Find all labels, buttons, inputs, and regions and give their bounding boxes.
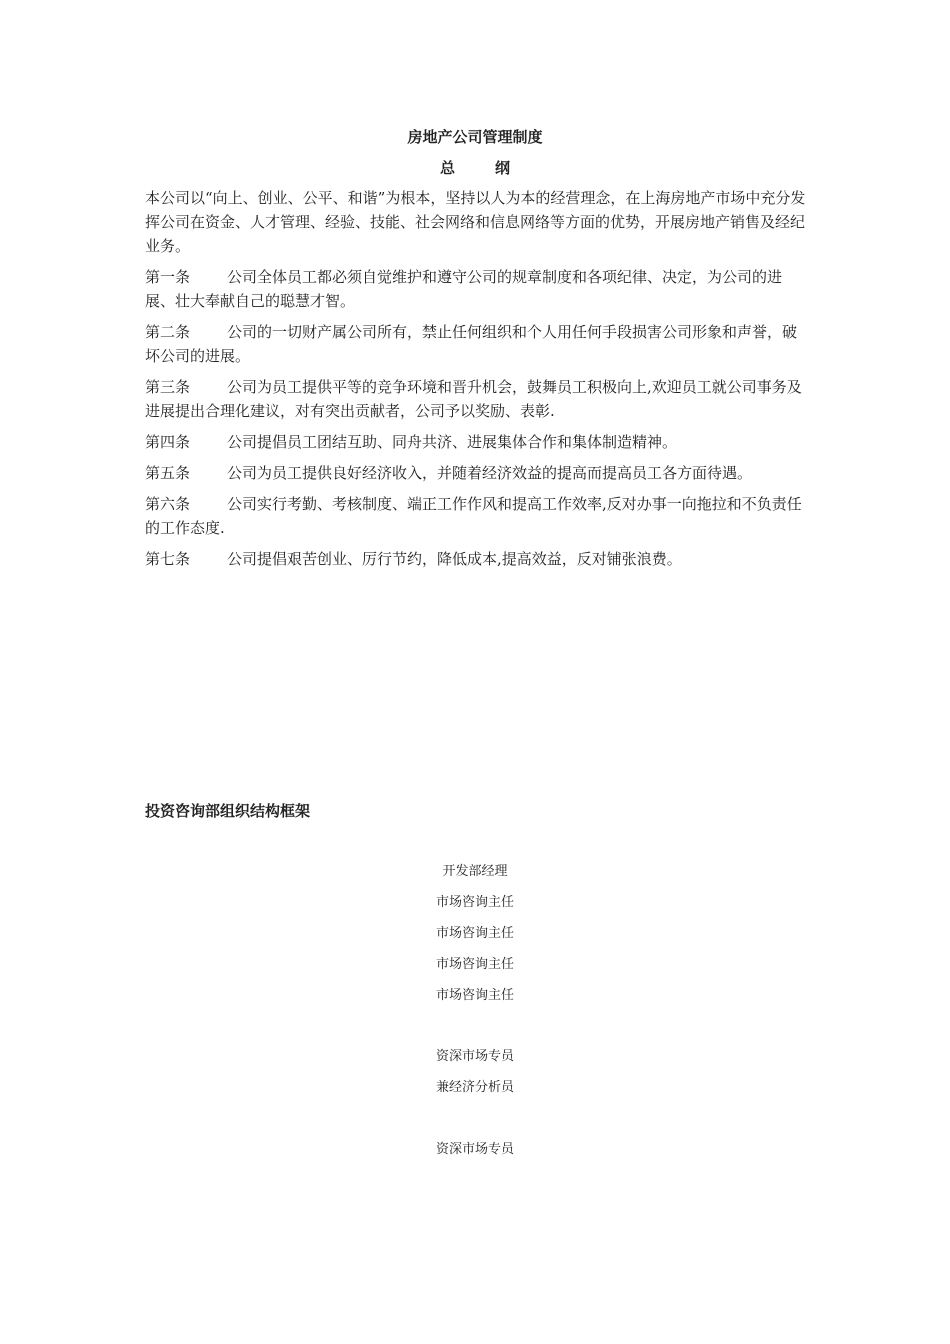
org-node-specialist-note: 兼经济分析员 xyxy=(435,1080,514,1095)
article-2 xyxy=(145,320,811,368)
subtitle-left: 总 xyxy=(439,159,455,177)
article-text: 公司全体员工都必须自觉维护和遵守公司的规章制度和各项纪律、决定，为公司的进展、壮大奉献自己的聪慧才智。 xyxy=(145,268,783,310)
org-node-supervisor: 市场咨询主任 xyxy=(435,988,514,1003)
article-text: 公司提倡艰苦创业、厉行节约，降低成本,提高效益，反对铺张浪费。 xyxy=(227,550,682,568)
article-5 xyxy=(145,461,811,485)
article-1 xyxy=(145,265,811,313)
general-principles-body xyxy=(145,186,811,578)
article-text: 公司提倡员工团结互助、同舟共济、进展集体合作和集体制造精神。 xyxy=(227,433,678,451)
article-text: 公司的一切财产属公司所有，禁止任何组织和个人用任何手段损害公司形象和声誉，破坏公司的进展。 xyxy=(145,323,798,365)
article-number: 第二条 xyxy=(145,323,191,341)
article-text: 公司为员工提供平等的竞争环境和晋升机会，鼓舞员工积极向上,欢迎员工就公司事务及进展提出合理化建议，对有突出贡献者，公司予以奖励、表彰. xyxy=(145,378,802,420)
org-node-senior-specialist: 资深市场专员 xyxy=(435,1049,514,1064)
article-number: 第一条 xyxy=(145,268,191,286)
article-4 xyxy=(145,430,811,454)
article-number: 第三条 xyxy=(145,378,191,396)
subtitle-right: 纲 xyxy=(495,159,511,177)
article-text: 公司实行考勤、考核制度、端正工作作风和提高工作效率,反对办事一向拖拉和不负责任的工作态度. xyxy=(145,495,802,537)
article-number: 第六条 xyxy=(145,495,191,513)
org-node-supervisor: 市场咨询主任 xyxy=(435,957,514,972)
article-number: 第四条 xyxy=(145,433,191,451)
article-3 xyxy=(145,375,811,423)
article-7 xyxy=(145,547,811,571)
org-chart-heading: 投资咨询部组织结构框架 xyxy=(145,802,311,820)
org-node-supervisor: 市场咨询主任 xyxy=(435,926,514,941)
article-text: 公司为员工提供良好经济收入，并随着经济效益的提高而提高员工各方面待遇。 xyxy=(227,464,753,482)
org-node-senior-specialist: 资深市场专员 xyxy=(435,1142,514,1157)
intro-paragraph: 本公司以“向上、创业、公平、和谐”为根本，坚持以人为本的经营理念，在上海房地产市场中充分发挥公司在资金、人才管理、经验、技能、社会网络和信息网络等方面的优势，开展房地产销售及经纪业务。 xyxy=(145,189,806,255)
org-node-supervisor: 市场咨询主任 xyxy=(435,895,514,910)
article-number: 第五条 xyxy=(145,464,191,482)
org-node-manager: 开发部经理 xyxy=(442,864,508,879)
article-6 xyxy=(145,492,811,540)
article-number: 第七条 xyxy=(145,550,191,568)
document-title: 房地产公司管理制度 xyxy=(407,128,543,146)
section-subtitle xyxy=(0,157,950,179)
